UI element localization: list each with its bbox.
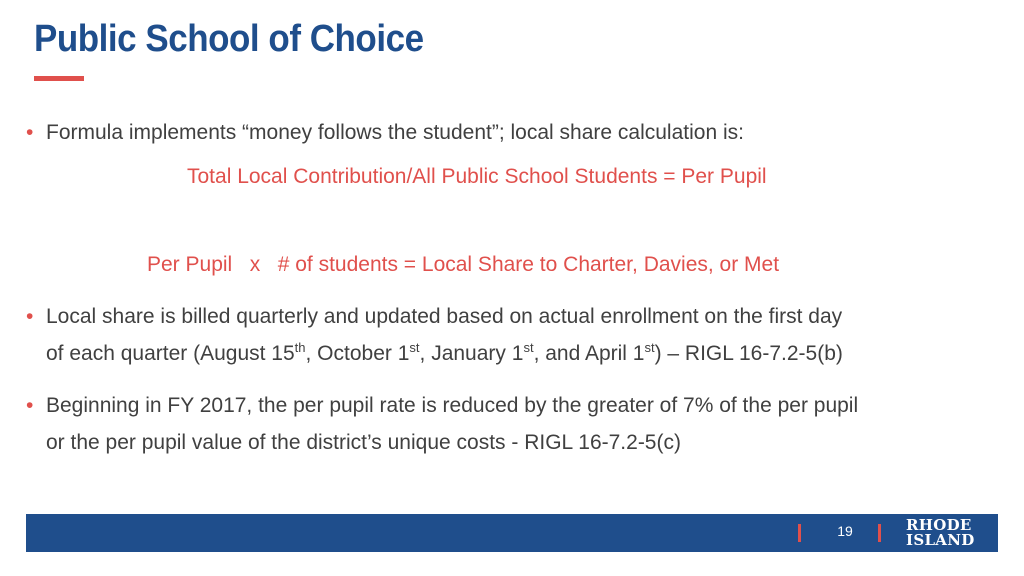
superscript: st [644, 340, 655, 355]
title-underline [34, 76, 84, 81]
rhode-island-logo [906, 518, 975, 548]
bullet-text [46, 298, 1006, 372]
logo-line: ISLAND [906, 531, 975, 549]
footer-bar [26, 514, 998, 552]
footer-divider-right [878, 524, 881, 542]
bullet-icon: • [26, 121, 34, 144]
text-run: of each quarter (August 15 [46, 342, 295, 365]
bullet-line: Beginning in FY 2017, the per pupil rate is reduced by the greater of 7% of the per pupil [46, 394, 859, 417]
footer-divider-left [798, 524, 801, 542]
bullet-line: or the per pupil value of the district’s unique costs - RIGL 16-7.2-5(c) [46, 431, 681, 454]
page-title: Public School of Choice [34, 18, 424, 60]
bullet-icon: • [26, 394, 34, 417]
formula-per-pupil: Total Local Contribution/All Public School Students = Per Pupil [187, 165, 767, 188]
bullet-text: Formula implements “money follows the student”; local share calculation is: [46, 121, 744, 144]
superscript: st [409, 340, 420, 355]
superscript: th [294, 340, 306, 355]
text-run: ) – RIGL 16-7.2-5(b) [654, 342, 843, 365]
bullet-item [26, 387, 1006, 461]
logo-line: RHODE [906, 516, 972, 534]
formula-local-share: Per Pupil x # of students = Local Share to Charter, Davies, or Met [147, 253, 780, 276]
bullet-line [46, 335, 1006, 372]
page-number: 19 [837, 523, 853, 539]
superscript: st [523, 340, 534, 355]
bullet-item [26, 114, 1006, 151]
text-run: , October 1 [305, 342, 410, 365]
bullet-icon: • [26, 305, 34, 328]
text-run: , and April 1 [533, 342, 645, 365]
text-run: , January 1 [419, 342, 524, 365]
bullet-line: Local share is billed quarterly and updated based on actual enrollment on the first day [46, 305, 843, 328]
bullet-item [26, 298, 1006, 372]
bullet-text [46, 387, 1006, 461]
